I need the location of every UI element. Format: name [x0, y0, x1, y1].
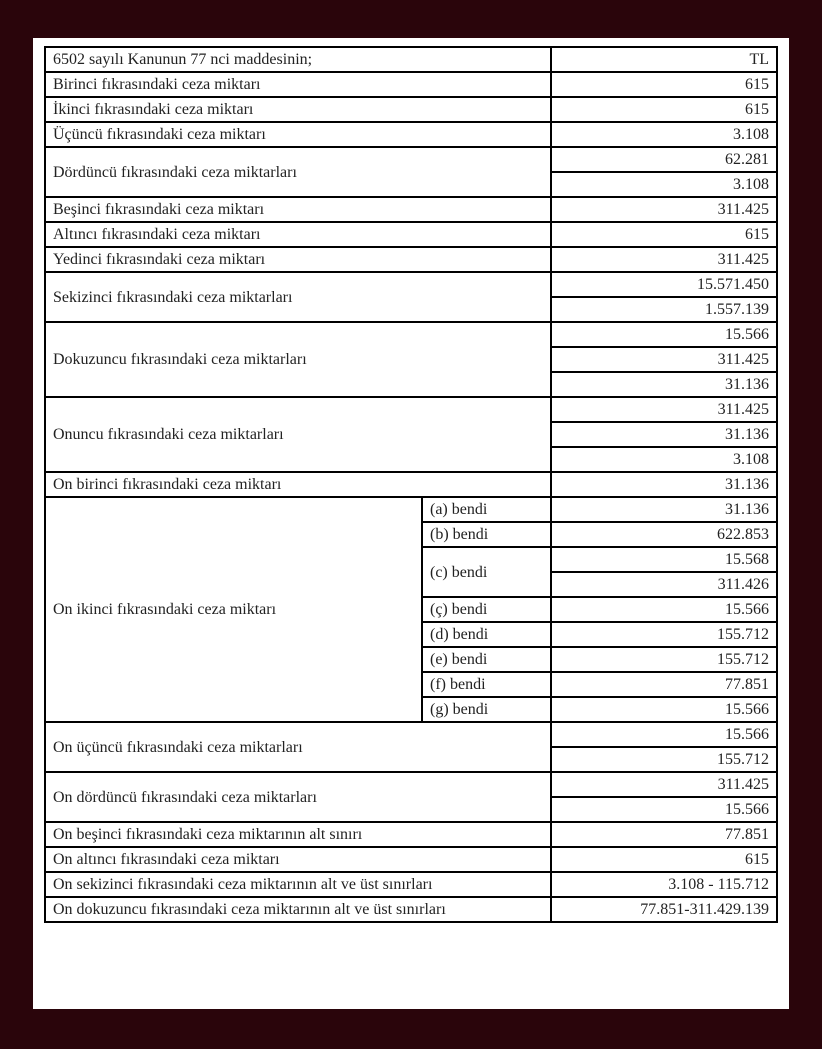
row-value: 77.851-311.429.139 [551, 897, 777, 922]
row-value: 31.136 [551, 497, 777, 522]
row-value: 15.566 [551, 697, 777, 722]
row-value: 155.712 [551, 647, 777, 672]
row-value: 615 [551, 72, 777, 97]
row-value: 155.712 [551, 747, 777, 772]
row-value: 615 [551, 222, 777, 247]
sub-item-label: (d) bendi [422, 622, 551, 647]
sub-item-label: (ç) bendi [422, 597, 551, 622]
row-value: 31.136 [551, 422, 777, 447]
row-value: 15.571.450 [551, 272, 777, 297]
table-row [45, 397, 777, 422]
table-row [45, 872, 777, 897]
row-label: Sekizinci fıkrasındaki ceza miktarları [45, 272, 551, 322]
row-value: 615 [551, 97, 777, 122]
sub-item-label: (b) bendi [422, 522, 551, 547]
table-row [45, 122, 777, 147]
row-value: 31.136 [551, 472, 777, 497]
row-value: 15.566 [551, 797, 777, 822]
row-value: 1.557.139 [551, 297, 777, 322]
row-value: 311.425 [551, 197, 777, 222]
table-row [45, 272, 777, 297]
row-label: Onuncu fıkrasındaki ceza miktarları [45, 397, 551, 472]
table-row [45, 97, 777, 122]
row-value: 311.425 [551, 772, 777, 797]
table-row [45, 472, 777, 497]
table-row [45, 197, 777, 222]
row-value: 311.426 [551, 572, 777, 597]
table-row [45, 322, 777, 347]
row-label: On üçüncü fıkrasındaki ceza miktarları [45, 722, 551, 772]
row-value: 3.108 [551, 122, 777, 147]
row-value: 311.425 [551, 347, 777, 372]
fines-table [44, 46, 778, 923]
table-row [45, 72, 777, 97]
row-label: On birinci fıkrasındaki ceza miktarı [45, 472, 551, 497]
sub-item-label: (a) bendi [422, 497, 551, 522]
row-value: 15.566 [551, 722, 777, 747]
table-row [45, 822, 777, 847]
row-label: On beşinci fıkrasındaki ceza miktarının alt sınırı [45, 822, 551, 847]
table-row [45, 847, 777, 872]
header-label: 6502 sayılı Kanunun 77 nci maddesinin; [45, 47, 551, 72]
table-row [45, 772, 777, 797]
row-value: 311.425 [551, 247, 777, 272]
row-label: On ikinci fıkrasındaki ceza miktarı [45, 497, 422, 722]
row-value: 15.566 [551, 597, 777, 622]
row-value: 311.425 [551, 397, 777, 422]
row-value: 77.851 [551, 672, 777, 697]
row-value: 77.851 [551, 822, 777, 847]
row-label: Dokuzuncu fıkrasındaki ceza miktarları [45, 322, 551, 397]
table-header-row [45, 47, 777, 72]
row-value: 31.136 [551, 372, 777, 397]
row-label: Birinci fıkrasındaki ceza miktarı [45, 72, 551, 97]
table-row [45, 897, 777, 922]
row-label: On dördüncü fıkrasındaki ceza miktarları [45, 772, 551, 822]
row-value: 15.568 [551, 547, 777, 572]
row-label: Yedinci fıkrasındaki ceza miktarı [45, 247, 551, 272]
table-row [45, 147, 777, 172]
table-row [45, 722, 777, 747]
sub-item-label: (f) bendi [422, 672, 551, 697]
table-row [45, 247, 777, 272]
sub-item-label: (g) bendi [422, 697, 551, 722]
sub-item-label: (e) bendi [422, 647, 551, 672]
row-label: On sekizinci fıkrasındaki ceza miktarının alt ve üst sınırları [45, 872, 551, 897]
document-panel [33, 38, 789, 1009]
row-value: 155.712 [551, 622, 777, 647]
header-unit: TL [551, 47, 777, 72]
row-value: 3.108 [551, 172, 777, 197]
row-value: 615 [551, 847, 777, 872]
row-label: Dördüncü fıkrasındaki ceza miktarları [45, 147, 551, 197]
table-row [45, 497, 777, 522]
sub-item-label: (c) bendi [422, 547, 551, 597]
table-row [45, 222, 777, 247]
row-label: Beşinci fıkrasındaki ceza miktarı [45, 197, 551, 222]
row-value: 15.566 [551, 322, 777, 347]
row-label: On dokuzuncu fıkrasındaki ceza miktarının alt ve üst sınırları [45, 897, 551, 922]
row-label: On altıncı fıkrasındaki ceza miktarı [45, 847, 551, 872]
row-value: 3.108 [551, 447, 777, 472]
row-label: Altıncı fıkrasındaki ceza miktarı [45, 222, 551, 247]
row-label: Üçüncü fıkrasındaki ceza miktarı [45, 122, 551, 147]
row-value: 3.108 - 115.712 [551, 872, 777, 897]
row-value: 622.853 [551, 522, 777, 547]
row-label: İkinci fıkrasındaki ceza miktarı [45, 97, 551, 122]
row-value: 62.281 [551, 147, 777, 172]
